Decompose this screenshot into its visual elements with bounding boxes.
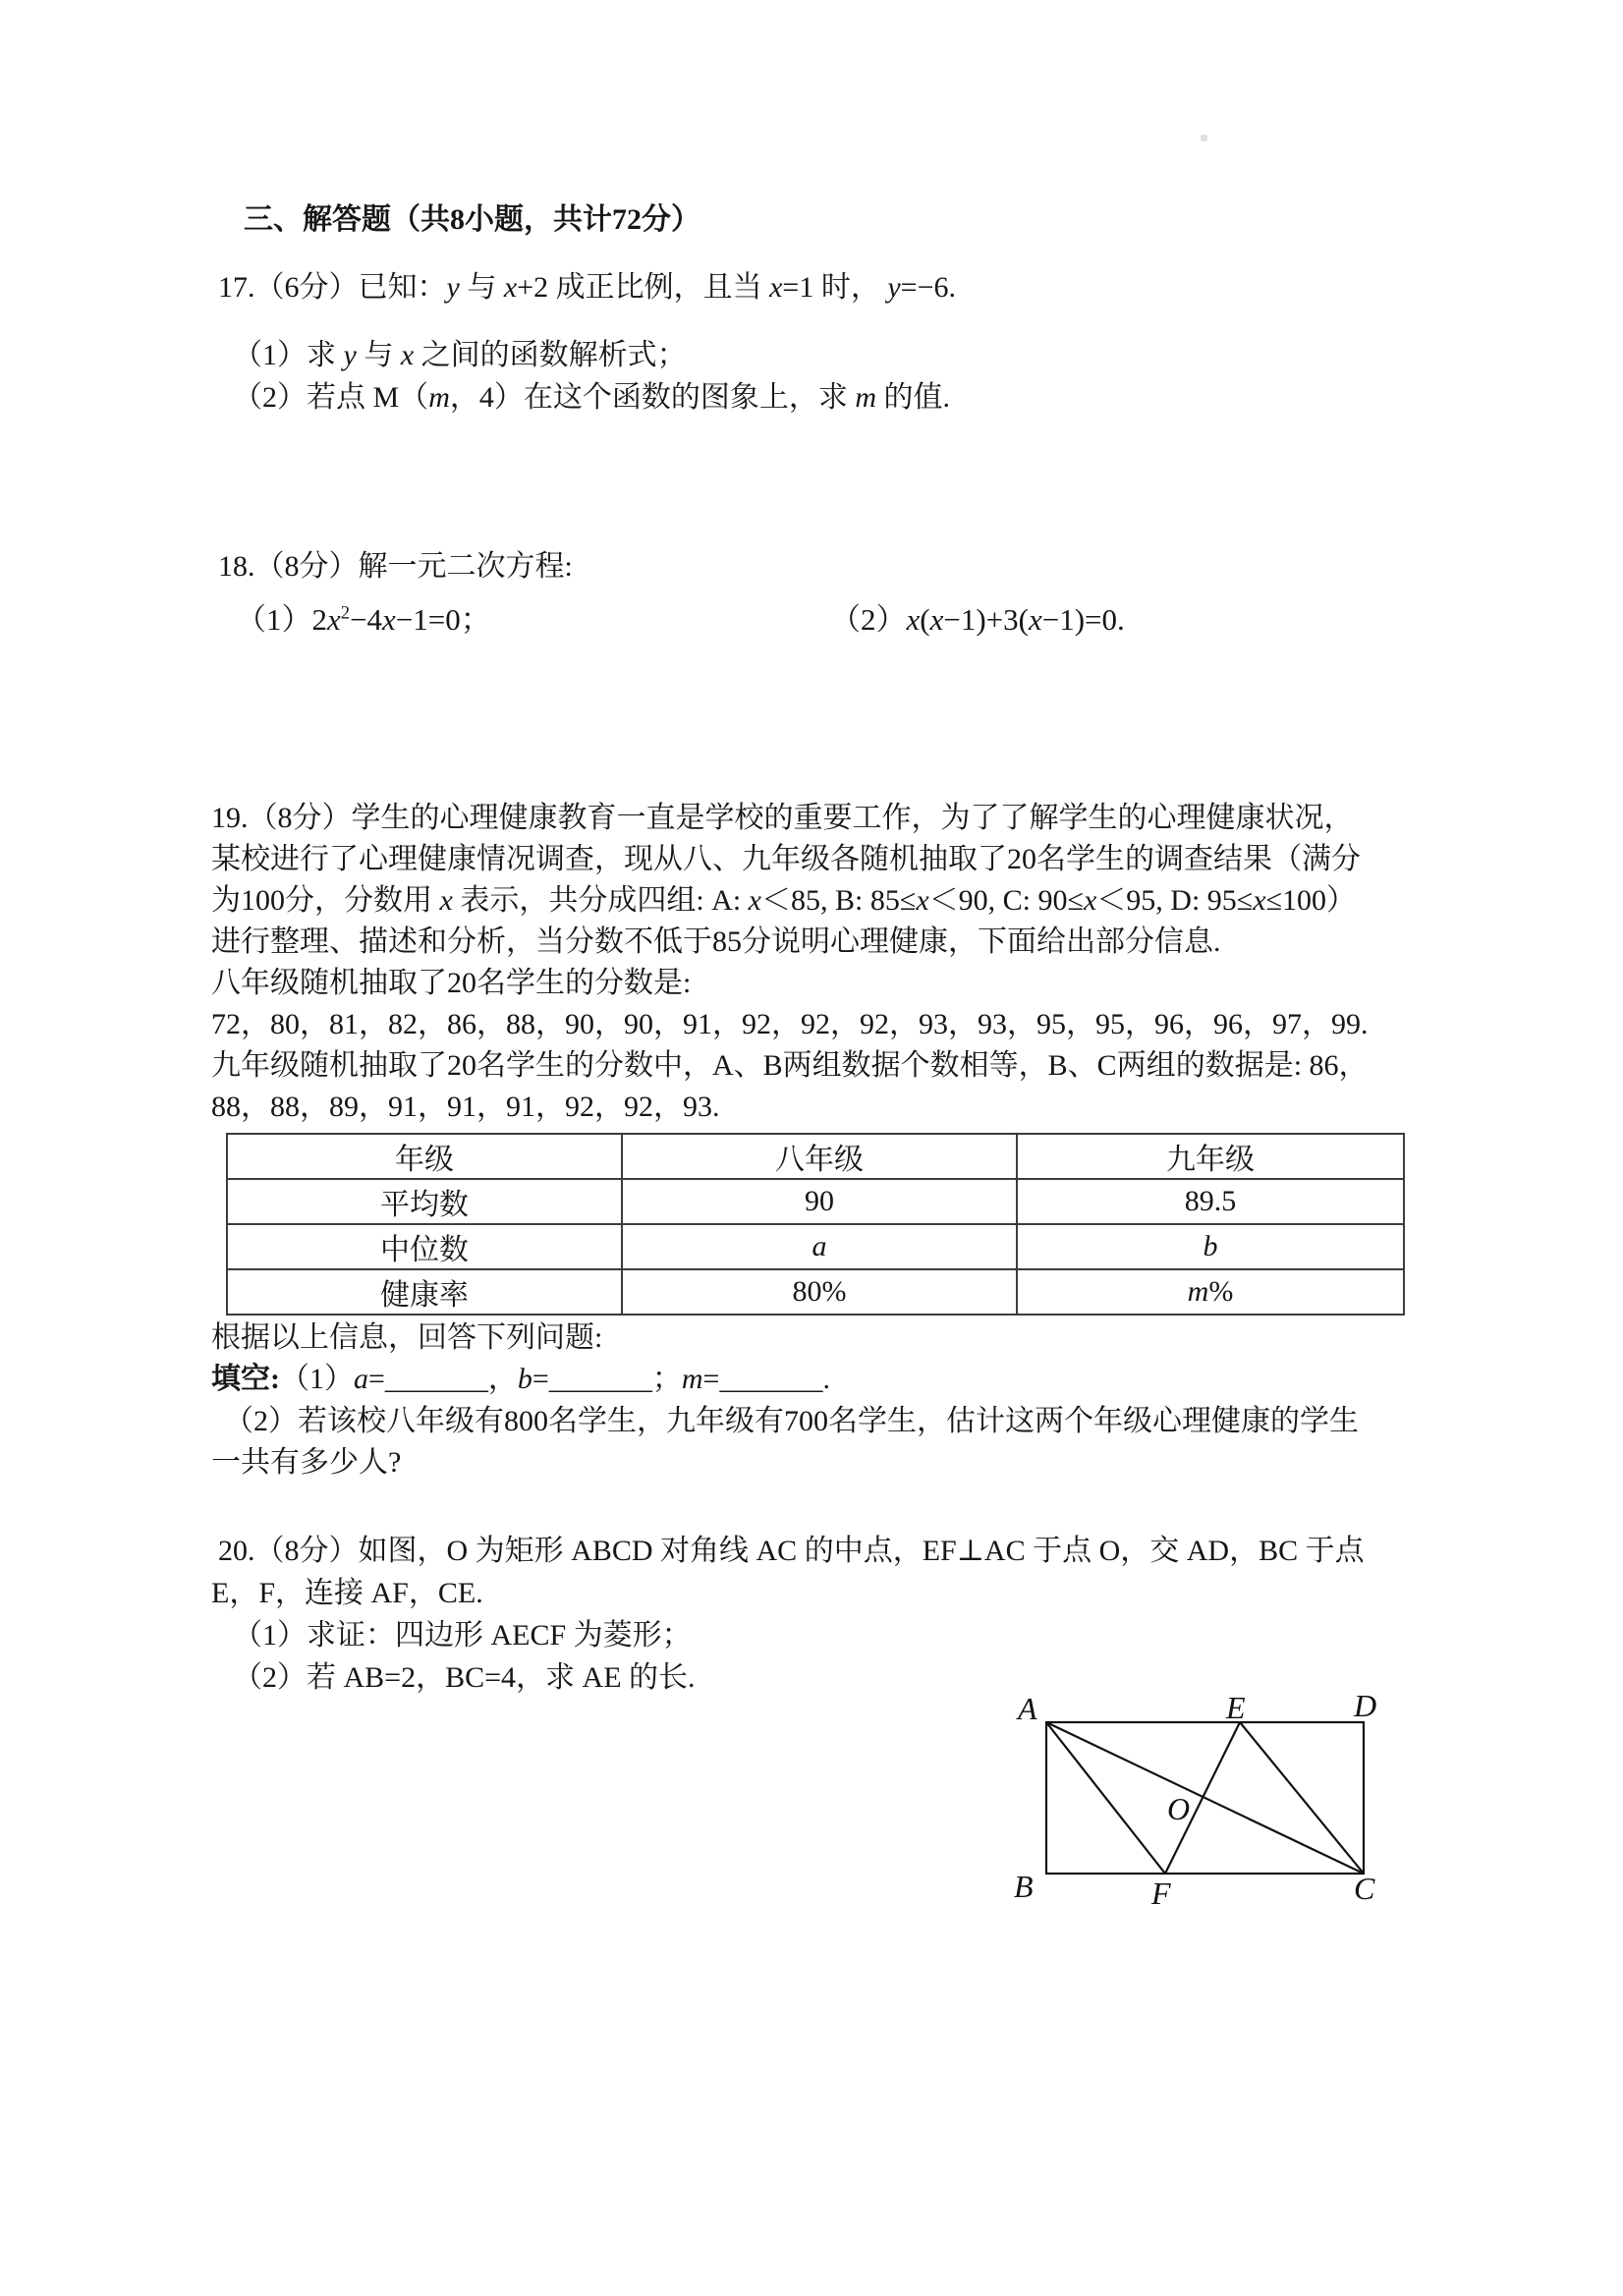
q18-equation-2: （2）x(x−1)+3(x−1)=0. [830, 602, 1125, 637]
q19-line-1: 19.（8分）学生的心理健康教育一直是学校的重要工作，为了了解学生的心理健康状况， [211, 802, 1354, 834]
score-table [226, 1133, 1405, 1316]
q17-part2: （2）若点 M（m，4）在这个函数的图象上，求 m 的值. [233, 381, 951, 414]
mean-grade8: 90 [622, 1179, 1017, 1224]
q19-line-7: 九年级随机抽取了20名学生的分数中，A、B两组数据个数相等，B、C两组的数据是: 86， [211, 1049, 1369, 1082]
q17-part1: （1）求 y 与 x 之间的函数解析式； [233, 339, 687, 371]
label-B: B [1014, 1869, 1034, 1904]
q19-line-4: 进行整理、描述和分析，当分数不低于85分说明心理健康，下面给出部分信息. [211, 925, 1221, 958]
table-header-grade9: 九年级 [1017, 1134, 1404, 1179]
mean-label: 平均数 [227, 1179, 622, 1224]
health-label: 健康率 [227, 1269, 622, 1315]
q20-stem-cont: E，F，连接 AF，CE. [211, 1577, 483, 1609]
scan-speck [1201, 135, 1207, 141]
diagonal-AC [1046, 1722, 1364, 1874]
health-grade9: m% [1017, 1269, 1404, 1315]
label-A: A [1018, 1691, 1037, 1726]
q19-part2-cont: 一共有多少人? [211, 1446, 402, 1479]
q19-line-3: 为100分，分数用 x 表示，共分成四组: A: x＜85, B: 85≤x＜90, C: 90≤x＜95, D: 95≤x≤100） [211, 884, 1357, 917]
section-header: 三、解答题（共8小题，共计72分） [244, 203, 700, 236]
health-grade8: 80% [622, 1269, 1017, 1315]
table-row-median [227, 1224, 1404, 1269]
q17-stem: 17.（6分）已知：y 与 x+2 成正比例，且当 x=1 时， y=−6. [218, 271, 956, 304]
median-grade8: a [622, 1224, 1017, 1269]
median-grade9: b [1017, 1224, 1404, 1269]
table-header-grade8: 八年级 [622, 1134, 1017, 1179]
q19-scores-grade9: 88，88，89，91，91，91，92，92，93. [211, 1091, 720, 1123]
q19-part2: （2）若该校八年级有800名学生，九年级有700名学生，估计这两个年级心理健康的学生 [224, 1405, 1359, 1437]
segment-CE [1240, 1722, 1364, 1874]
q19-fill-blanks: 填空:（1）a=_______，b=_______；m=_______. [211, 1363, 830, 1395]
label-O: O [1167, 1791, 1191, 1826]
q20-stem: 20.（8分）如图，O 为矩形 ABCD 对角线 AC 的中点，EF⊥AC 于点 O，交 AD，BC 于点 [218, 1535, 1365, 1567]
segment-AF [1046, 1722, 1165, 1874]
label-F: F [1151, 1876, 1171, 1911]
label-E: E [1226, 1690, 1246, 1725]
q19-line-5: 八年级随机抽取了20名学生的分数是: [211, 967, 692, 999]
table-header-grade: 年级 [227, 1134, 622, 1179]
q19-line-2: 某校进行了心理健康情况调查，现从八、九年级各随机抽取了20名学生的调查结果（满分 [211, 843, 1361, 875]
label-C: C [1354, 1871, 1375, 1906]
mean-grade9: 89.5 [1017, 1179, 1404, 1224]
table-row-mean [227, 1179, 1404, 1224]
table-header-row [227, 1134, 1404, 1179]
q19-scores-grade8: 72，80，81，82，86，88，90，90，91，92，92，92，93，93，95，95，96，96，97，99. [211, 1008, 1369, 1040]
q19-after-1: 根据以上信息，回答下列问题: [211, 1321, 603, 1354]
q20-part2: （2）若 AB=2，BC=4，求 AE 的长. [233, 1661, 696, 1694]
median-label: 中位数 [227, 1224, 622, 1269]
geometry-figure [1002, 1675, 1395, 1921]
table-row-health [227, 1269, 1404, 1315]
q20-part1: （1）求证：四边形 AECF 为菱形； [233, 1619, 692, 1652]
q18-equation-1: $(1)2x^2-4x-1=0$； [236, 602, 491, 637]
label-D: D [1354, 1688, 1377, 1723]
q18-stem: 18.（8分）解一元二次方程: [218, 550, 573, 583]
